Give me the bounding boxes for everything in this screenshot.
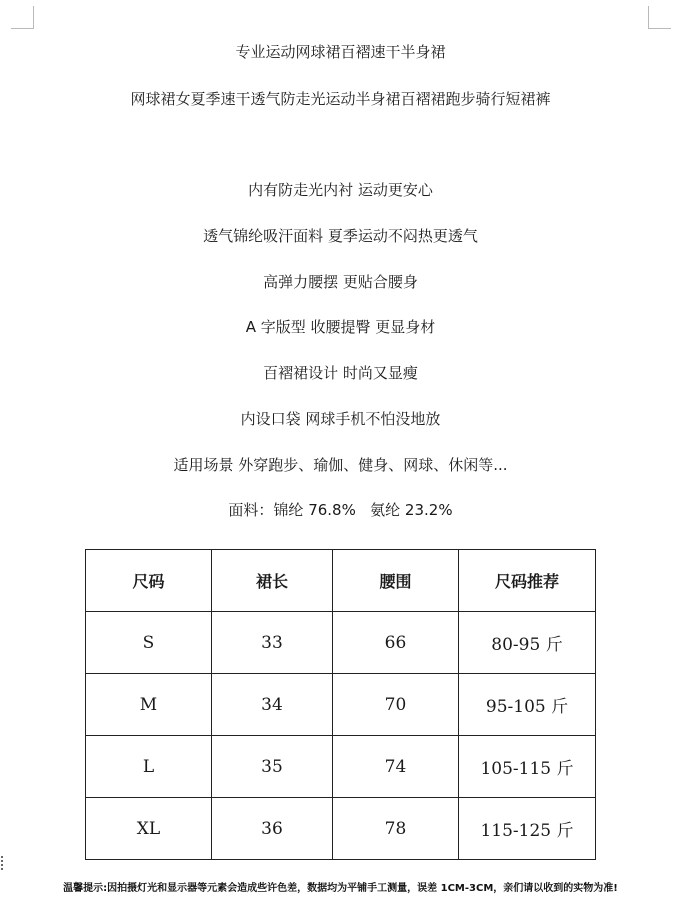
cell-size: L	[86, 736, 212, 798]
cell-waist: 78	[333, 798, 459, 860]
header-size-recommendation: 尺码推荐	[459, 550, 596, 612]
cell-size: XL	[86, 798, 212, 860]
header-waist: 腰围	[333, 550, 459, 612]
cell-waist: 70	[333, 674, 459, 736]
cell-skirt-length: 34	[212, 674, 333, 736]
cell-recommendation: 105-115 斤	[459, 736, 596, 798]
footer-disclaimer: 温馨提示:因拍摄灯光和显示器等元素会造成些许色差，数据均为平铺手工测量，误差 1CM-3CM，亲们请以收到的实物为准!	[63, 883, 618, 894]
cell-size: S	[86, 612, 212, 674]
page-subtitle: 网球裙女夏季速干透气防走光运动半身裙百褶裙跑步骑行短裙裤	[130, 90, 551, 108]
cell-skirt-length: 33	[212, 612, 333, 674]
cell-waist: 66	[333, 612, 459, 674]
size-table	[85, 549, 596, 860]
table-row	[86, 798, 596, 860]
cell-recommendation: 80-95 斤	[459, 612, 596, 674]
feature-line: 高弹力腰摆 更贴合腰身	[263, 273, 418, 291]
header-skirt-length: 裙长	[212, 550, 333, 612]
table-row	[86, 612, 596, 674]
page-corner-mark-top-right	[648, 6, 671, 29]
feature-line: 内设口袋 网球手机不怕没地放	[240, 410, 441, 428]
table-row	[86, 674, 596, 736]
feature-line: 百褶裙设计 时尚又显瘦	[263, 364, 418, 382]
header-size: 尺码	[86, 550, 212, 612]
feature-line: 透气锦纶吸汗面料 夏季运动不闷热更透气	[203, 227, 478, 245]
feature-line: 内有防走光内衬 运动更安心	[248, 181, 433, 199]
cell-skirt-length: 36	[212, 798, 333, 860]
table-row	[86, 736, 596, 798]
cell-recommendation: 115-125 斤	[459, 798, 596, 860]
feature-line: 适用场景 外穿跑步、瑜伽、健身、网球、休闲等...	[173, 456, 508, 474]
cell-waist: 74	[333, 736, 459, 798]
page-corner-mark-top-left	[11, 6, 34, 29]
drag-handle-icon[interactable]	[1, 856, 5, 870]
cell-recommendation: 95-105 斤	[459, 674, 596, 736]
feature-line: A 字版型 收腰提臀 更显身材	[245, 318, 436, 336]
page-title: 专业运动网球裙百褶速干半身裙	[235, 43, 446, 61]
cell-size: M	[86, 674, 212, 736]
table-header-row	[86, 550, 596, 612]
fabric-composition: 面料：锦纶 76.8% 氨纶 23.2%	[228, 501, 453, 519]
cell-skirt-length: 35	[212, 736, 333, 798]
